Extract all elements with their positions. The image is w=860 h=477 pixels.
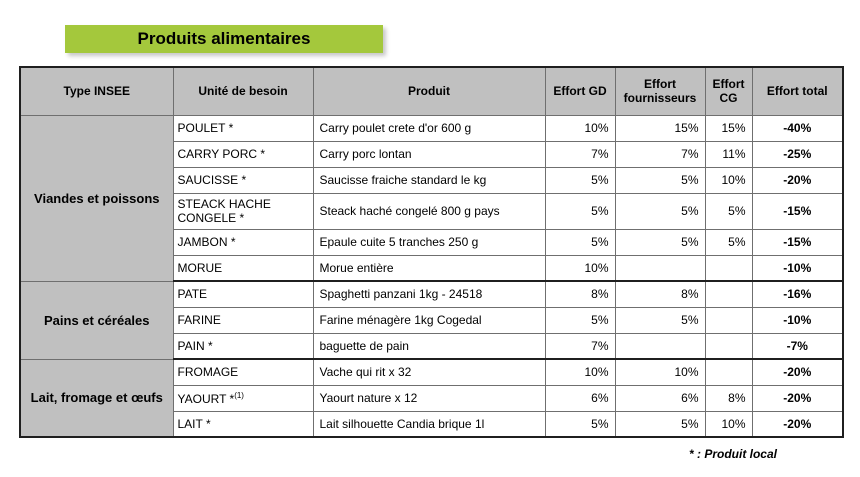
cell-effort-fournisseurs: 6% [615, 385, 705, 411]
cell-effort-fournisseurs: 5% [615, 307, 705, 333]
cell-produit: Carry poulet crete d'or 600 g [313, 115, 545, 141]
cell-unite: MORUE [173, 255, 313, 281]
col-header-type-insee: Type INSEE [20, 67, 173, 115]
cell-effort-gd: 7% [545, 141, 615, 167]
cell-unite: JAMBON * [173, 229, 313, 255]
cell-effort-gd: 10% [545, 255, 615, 281]
col-header-effort-total: Effort total [752, 67, 843, 115]
cell-effort-fournisseurs: 5% [615, 193, 705, 229]
title-banner [65, 25, 383, 53]
cell-effort-total: -20% [752, 167, 843, 193]
cell-produit: Steack haché congelé 800 g pays [313, 193, 545, 229]
cell-produit: Saucisse fraiche standard le kg [313, 167, 545, 193]
cell-effort-cg: 10% [705, 411, 752, 437]
products-table [19, 66, 844, 438]
table-row [20, 281, 843, 307]
cell-effort-cg: 5% [705, 193, 752, 229]
cell-unite: PATE [173, 281, 313, 307]
cell-produit: Yaourt nature x 12 [313, 385, 545, 411]
cell-effort-fournisseurs: 5% [615, 229, 705, 255]
cell-effort-cg: 10% [705, 167, 752, 193]
cell-effort-total: -7% [752, 333, 843, 359]
cell-unite: LAIT * [173, 411, 313, 437]
group-label-lait: Lait, fromage et œufs [20, 359, 173, 437]
table-row [20, 359, 843, 385]
cell-effort-cg: 5% [705, 229, 752, 255]
cell-produit: baguette de pain [313, 333, 545, 359]
cell-effort-fournisseurs: 5% [615, 411, 705, 437]
cell-effort-gd: 5% [545, 167, 615, 193]
cell-produit: Morue entière [313, 255, 545, 281]
cell-produit: Carry porc lontan [313, 141, 545, 167]
col-header-effort-gd: Effort GD [545, 67, 615, 115]
cell-produit: Epaule cuite 5 tranches 250 g [313, 229, 545, 255]
cell-effort-cg [705, 359, 752, 385]
cell-effort-cg [705, 255, 752, 281]
cell-unite: CARRY PORC * [173, 141, 313, 167]
cell-effort-cg [705, 281, 752, 307]
cell-effort-fournisseurs: 10% [615, 359, 705, 385]
cell-effort-cg [705, 307, 752, 333]
header-row [20, 67, 843, 115]
cell-effort-gd: 7% [545, 333, 615, 359]
cell-effort-total: -16% [752, 281, 843, 307]
cell-unite: POULET * [173, 115, 313, 141]
cell-effort-gd: 5% [545, 411, 615, 437]
cell-effort-fournisseurs: 8% [615, 281, 705, 307]
cell-effort-fournisseurs [615, 255, 705, 281]
cell-produit: Farine ménagère 1kg Cogedal [313, 307, 545, 333]
cell-unite [173, 385, 313, 411]
cell-unite: FARINE [173, 307, 313, 333]
cell-effort-fournisseurs: 5% [615, 167, 705, 193]
cell-effort-cg: 11% [705, 141, 752, 167]
cell-effort-gd: 8% [545, 281, 615, 307]
cell-effort-total: -25% [752, 141, 843, 167]
group-label-pains: Pains et céréales [20, 281, 173, 359]
cell-unite: FROMAGE [173, 359, 313, 385]
cell-unite: SAUCISSE * [173, 167, 313, 193]
cell-effort-cg: 15% [705, 115, 752, 141]
cell-effort-total: -15% [752, 229, 843, 255]
cell-effort-total: -10% [752, 307, 843, 333]
cell-produit: Spaghetti panzani 1kg - 24518 [313, 281, 545, 307]
cell-effort-gd: 5% [545, 229, 615, 255]
unite-footnote-marker: (1) [234, 390, 244, 400]
cell-effort-total: -20% [752, 359, 843, 385]
cell-effort-total: -20% [752, 411, 843, 437]
group-label-viandes: Viandes et poissons [20, 115, 173, 281]
col-header-effort-cg: Effort CG [705, 67, 752, 115]
unite-label: YAOURT * [177, 391, 235, 406]
cell-effort-gd: 5% [545, 307, 615, 333]
cell-effort-gd: 5% [545, 193, 615, 229]
cell-unite: STEACK HACHE CONGELE * [173, 193, 313, 229]
table-row [20, 115, 843, 141]
cell-effort-cg: 8% [705, 385, 752, 411]
cell-effort-total: -10% [752, 255, 843, 281]
cell-effort-total: -15% [752, 193, 843, 229]
cell-produit: Lait silhouette Candia brique 1l [313, 411, 545, 437]
cell-unite: PAIN * [173, 333, 313, 359]
cell-effort-gd: 10% [545, 359, 615, 385]
cell-effort-total: -40% [752, 115, 843, 141]
cell-effort-fournisseurs [615, 333, 705, 359]
col-header-effort-fournisseurs: Effort fournisseurs [615, 67, 705, 115]
cell-produit: Vache qui rit x 32 [313, 359, 545, 385]
page-title: Produits alimentaires [137, 29, 311, 48]
col-header-produit: Produit [313, 67, 545, 115]
cell-effort-gd: 6% [545, 385, 615, 411]
cell-effort-fournisseurs: 7% [615, 141, 705, 167]
footnote: * : Produit local [688, 447, 777, 461]
cell-effort-gd: 10% [545, 115, 615, 141]
cell-effort-cg [705, 333, 752, 359]
cell-effort-total: -20% [752, 385, 843, 411]
cell-effort-fournisseurs: 15% [615, 115, 705, 141]
col-header-unite: Unité de besoin [173, 67, 313, 115]
